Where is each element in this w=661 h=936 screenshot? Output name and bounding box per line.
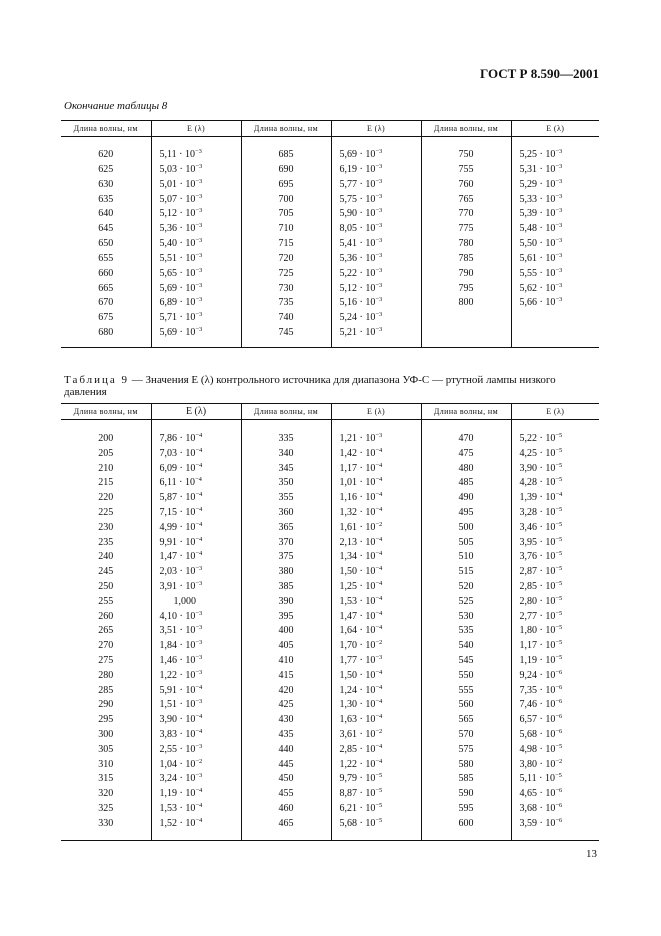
wavelength-value: 480 — [458, 462, 474, 474]
wavelength-value: 540 — [458, 640, 474, 652]
table8-wavelength-column-1 — [61, 137, 151, 347]
wavelength-value: 740 — [278, 312, 294, 324]
irradiance-value: $5,29 \cdot 10^{-3}$ — [519, 177, 563, 190]
irradiance-value: $3,83 \cdot 10^{-4}$ — [159, 727, 203, 740]
irradiance-value: $1,17 \cdot 10^{-4}$ — [339, 461, 383, 474]
wavelength-value: 420 — [278, 684, 294, 696]
irradiance-value: $7,35 \cdot 10^{-6}$ — [519, 683, 563, 696]
wavelength-value: 750 — [458, 149, 474, 160]
irradiance-value: $7,46 \cdot 10^{-6}$ — [519, 698, 563, 711]
wavelength-value: 690 — [278, 163, 294, 175]
irradiance-value: $1,21 \cdot 10^{-3}$ — [339, 432, 383, 444]
wavelength-value: 685 — [278, 149, 294, 160]
irradiance-value: $1,47 \cdot 10^{-4}$ — [159, 550, 203, 563]
irradiance-value: $5,66 \cdot 10^{-3}$ — [519, 296, 563, 309]
wavelength-value: 250 — [98, 580, 114, 592]
irradiance-value: $1,77 \cdot 10^{-3}$ — [339, 653, 383, 666]
wavelength-value: 665 — [98, 282, 114, 294]
wavelength-value: 270 — [98, 640, 114, 652]
wavelength-value: 545 — [458, 654, 474, 666]
irradiance-value: $3,28 \cdot 10^{-5}$ — [519, 505, 563, 518]
wavelength-value: 650 — [98, 238, 114, 250]
irradiance-value: $8,87 \cdot 10^{-5}$ — [339, 787, 383, 800]
wavelength-value: 630 — [98, 178, 114, 190]
irradiance-value: $5,68 \cdot 10^{-5}$ — [339, 816, 383, 829]
wavelength-value: 510 — [458, 551, 474, 563]
irradiance-value: $4,65 \cdot 10^{-6}$ — [519, 787, 563, 800]
irradiance-value: $5,11 \cdot 10^{-5}$ — [519, 772, 562, 785]
wavelength-value: 580 — [458, 758, 474, 770]
irradiance-value: $5,16 \cdot 10^{-3}$ — [339, 296, 383, 309]
wavelength-value: 635 — [98, 193, 114, 205]
wavelength-value: 485 — [458, 477, 474, 489]
table9-header-row — [61, 404, 599, 420]
wavelength-value: 625 — [98, 163, 114, 175]
table9-header-wavelength-3: Длина волны, нм — [421, 404, 511, 420]
wavelength-value: 260 — [98, 610, 114, 622]
irradiance-value: $4,28 \cdot 10^{-5}$ — [519, 476, 563, 489]
irradiance-value: $3,24 \cdot 10^{-3}$ — [159, 772, 203, 785]
irradiance-value: $2,80 \cdot 10^{-5}$ — [519, 594, 563, 607]
wavelength-value: 790 — [458, 267, 474, 279]
irradiance-value: $5,36 \cdot 10^{-3}$ — [339, 251, 383, 264]
table8-irradiance-column-1 — [152, 137, 241, 347]
wavelength-value: 380 — [278, 566, 294, 578]
wavelength-value: 330 — [98, 817, 114, 829]
wavelength-value: 320 — [98, 788, 114, 800]
wavelength-value: 570 — [458, 728, 474, 740]
irradiance-value: $1,16 \cdot 10^{-4}$ — [339, 491, 383, 504]
irradiance-value: $5,12 \cdot 10^{-3}$ — [159, 207, 203, 220]
irradiance-value: $7,03 \cdot 10^{-4}$ — [159, 446, 203, 459]
wavelength-value: 285 — [98, 684, 114, 696]
irradiance-value: $5,65 \cdot 10^{-3}$ — [159, 266, 203, 279]
wavelength-value: 500 — [458, 521, 474, 533]
wavelength-value: 550 — [458, 669, 474, 681]
irradiance-value: $1,19 \cdot 10^{-4}$ — [159, 787, 203, 800]
irradiance-value: $5,77 \cdot 10^{-3}$ — [339, 177, 383, 190]
irradiance-value: $1,30 \cdot 10^{-4}$ — [339, 698, 383, 711]
irradiance-value: $6,09 \cdot 10^{-4}$ — [159, 461, 203, 474]
wavelength-value: 235 — [98, 536, 114, 548]
irradiance-value: 1,000 — [173, 595, 196, 607]
table8-header-row — [61, 121, 599, 137]
wavelength-value: 410 — [278, 654, 294, 666]
table9-header-irradiance-3: E (λ) — [511, 404, 599, 420]
table9-header-irradiance-1: E (λ) — [151, 404, 241, 420]
wavelength-value: 290 — [98, 699, 114, 711]
table9-caption-lead: Таблица 9 — [64, 374, 130, 386]
irradiance-value: $5,55 \cdot 10^{-3}$ — [519, 266, 563, 279]
wavelength-value: 595 — [458, 802, 474, 814]
table9-caption — [64, 374, 600, 398]
irradiance-value: $5,68 \cdot 10^{-6}$ — [519, 727, 563, 740]
irradiance-value: $7,15 \cdot 10^{-4}$ — [159, 505, 203, 518]
table8-header-wavelength-2: Длина волны, нм — [241, 121, 331, 137]
wavelength-value: 385 — [278, 580, 294, 592]
wavelength-value: 680 — [98, 327, 114, 339]
irradiance-value: $5,21 \cdot 10^{-3}$ — [339, 326, 383, 339]
wavelength-value: 530 — [458, 610, 474, 622]
wavelength-value: 600 — [458, 817, 474, 829]
irradiance-value: $6,11 \cdot 10^{-4}$ — [159, 476, 202, 489]
irradiance-value: $5,48 \cdot 10^{-3}$ — [519, 222, 563, 235]
wavelength-value: 360 — [278, 506, 294, 518]
wavelength-value: 520 — [458, 580, 474, 592]
irradiance-value: $6,57 \cdot 10^{-6}$ — [519, 713, 563, 726]
irradiance-value: $5,71 \cdot 10^{-3}$ — [159, 311, 203, 324]
irradiance-value: $3,76 \cdot 10^{-5}$ — [519, 550, 563, 563]
wavelength-value: 325 — [98, 802, 114, 814]
wavelength-value: 725 — [278, 267, 294, 279]
table8-irradiance-column-2 — [332, 137, 421, 347]
irradiance-value: $5,36 \cdot 10^{-3}$ — [159, 222, 203, 235]
irradiance-value: $1,51 \cdot 10^{-3}$ — [159, 698, 203, 711]
irradiance-value: $7,86 \cdot 10^{-4}$ — [159, 432, 203, 444]
wavelength-value: 640 — [98, 208, 114, 220]
wavelength-value: 395 — [278, 610, 294, 622]
irradiance-value: $3,80 \cdot 10^{-2}$ — [519, 757, 563, 770]
wavelength-value: 780 — [458, 238, 474, 250]
wavelength-value: 365 — [278, 521, 294, 533]
irradiance-value: $1,50 \cdot 10^{-4}$ — [339, 668, 383, 681]
irradiance-value: $5,22 \cdot 10^{-3}$ — [339, 266, 383, 279]
wavelength-value: 460 — [278, 802, 294, 814]
irradiance-value: $1,53 \cdot 10^{-4}$ — [339, 594, 383, 607]
table8-header-irradiance-3: E (λ) — [511, 121, 599, 137]
irradiance-value: $3,90 \cdot 10^{-4}$ — [159, 713, 203, 726]
wavelength-value: 495 — [458, 506, 474, 518]
wavelength-value: 775 — [458, 223, 474, 235]
irradiance-value: $3,61 \cdot 10^{-2}$ — [339, 727, 383, 740]
table8-wavelength-column-3 — [422, 137, 511, 317]
wavelength-value: 700 — [278, 193, 294, 205]
irradiance-value: $1,22 \cdot 10^{-4}$ — [339, 757, 383, 770]
wavelength-value: 350 — [278, 477, 294, 489]
table-8 — [61, 120, 599, 348]
wavelength-value: 265 — [98, 625, 114, 637]
wavelength-value: 390 — [278, 595, 294, 607]
irradiance-value: $5,01 \cdot 10^{-3}$ — [159, 177, 203, 190]
irradiance-value: $4,98 \cdot 10^{-5}$ — [519, 742, 563, 755]
irradiance-value: $5,22 \cdot 10^{-5}$ — [519, 432, 563, 444]
table9-header-wavelength-2: Длина волны, нм — [241, 404, 331, 420]
irradiance-value: $2,87 \cdot 10^{-5}$ — [519, 565, 563, 578]
wavelength-value: 755 — [458, 163, 474, 175]
wavelength-value: 205 — [98, 447, 114, 459]
wavelength-value: 720 — [278, 252, 294, 264]
irradiance-value: $2,13 \cdot 10^{-4}$ — [339, 535, 383, 548]
irradiance-value: $1,22 \cdot 10^{-3}$ — [159, 668, 203, 681]
irradiance-value: $5,69 \cdot 10^{-3}$ — [339, 148, 383, 160]
wavelength-value: 400 — [278, 625, 294, 637]
wavelength-value: 730 — [278, 282, 294, 294]
wavelength-value: 795 — [458, 282, 474, 294]
table9-wavelength-column-2 — [242, 420, 331, 840]
wavelength-value: 585 — [458, 773, 474, 785]
wavelength-value: 645 — [98, 223, 114, 235]
irradiance-value: $6,19 \cdot 10^{-3}$ — [339, 162, 383, 175]
wavelength-value: 735 — [278, 297, 294, 309]
wavelength-value: 200 — [98, 433, 114, 444]
wavelength-value: 785 — [458, 252, 474, 264]
wavelength-value: 405 — [278, 640, 294, 652]
wavelength-value: 800 — [458, 297, 474, 309]
irradiance-value: $5,07 \cdot 10^{-3}$ — [159, 192, 203, 205]
wavelength-value: 455 — [278, 788, 294, 800]
wavelength-value: 280 — [98, 669, 114, 681]
irradiance-value: $5,33 \cdot 10^{-3}$ — [519, 192, 563, 205]
wavelength-value: 565 — [458, 714, 474, 726]
irradiance-value: $3,90 \cdot 10^{-5}$ — [519, 461, 563, 474]
irradiance-value: $9,79 \cdot 10^{-5}$ — [339, 772, 383, 785]
irradiance-value: $1,47 \cdot 10^{-4}$ — [339, 609, 383, 622]
wavelength-value: 425 — [278, 699, 294, 711]
wavelength-value: 295 — [98, 714, 114, 726]
table8-irradiance-column-3 — [512, 137, 600, 317]
table8-header-wavelength-1: Длина волны, нм — [61, 121, 151, 137]
irradiance-value: $1,63 \cdot 10^{-4}$ — [339, 713, 383, 726]
irradiance-value: $5,69 \cdot 10^{-3}$ — [159, 326, 203, 339]
wavelength-value: 230 — [98, 521, 114, 533]
wavelength-value: 470 — [458, 433, 474, 444]
irradiance-value: $1,19 \cdot 10^{-5}$ — [519, 653, 563, 666]
wavelength-value: 445 — [278, 758, 294, 770]
wavelength-value: 220 — [98, 492, 114, 504]
wavelength-value: 440 — [278, 743, 294, 755]
irradiance-value: $5,24 \cdot 10^{-3}$ — [339, 311, 383, 324]
irradiance-value: $6,21 \cdot 10^{-5}$ — [339, 801, 383, 814]
wavelength-value: 590 — [458, 788, 474, 800]
wavelength-value: 670 — [98, 297, 114, 309]
irradiance-value: $1,64 \cdot 10^{-4}$ — [339, 624, 383, 637]
irradiance-value: $5,31 \cdot 10^{-3}$ — [519, 162, 563, 175]
wavelength-value: 210 — [98, 462, 114, 474]
irradiance-value: $1,42 \cdot 10^{-4}$ — [339, 446, 383, 459]
wavelength-value: 525 — [458, 595, 474, 607]
irradiance-value: $4,10 \cdot 10^{-3}$ — [159, 609, 203, 622]
wavelength-value: 345 — [278, 462, 294, 474]
irradiance-value: $1,17 \cdot 10^{-5}$ — [519, 639, 563, 652]
table9-irradiance-column-2 — [332, 420, 421, 840]
irradiance-value: $1,24 \cdot 10^{-4}$ — [339, 683, 383, 696]
wavelength-value: 490 — [458, 492, 474, 504]
wavelength-value: 275 — [98, 654, 114, 666]
irradiance-value: $1,61 \cdot 10^{-2}$ — [339, 520, 383, 533]
irradiance-value: $2,85 \cdot 10^{-5}$ — [519, 579, 563, 592]
irradiance-value: $5,25 \cdot 10^{-3}$ — [519, 148, 563, 160]
irradiance-value: $2,77 \cdot 10^{-5}$ — [519, 609, 563, 622]
table9-caption-text: — Значения E (λ) контрольного источника для диапазона УФ-С — ртутной лампы низкого давления — [64, 374, 556, 398]
irradiance-value: $1,84 \cdot 10^{-3}$ — [159, 639, 203, 652]
irradiance-value: $3,68 \cdot 10^{-6}$ — [519, 801, 563, 814]
wavelength-value: 430 — [278, 714, 294, 726]
irradiance-value: $6,89 \cdot 10^{-3}$ — [159, 296, 203, 309]
wavelength-value: 435 — [278, 728, 294, 740]
irradiance-value: $1,34 \cdot 10^{-4}$ — [339, 550, 383, 563]
irradiance-value: $1,01 \cdot 10^{-4}$ — [339, 476, 383, 489]
irradiance-value: $5,41 \cdot 10^{-3}$ — [339, 237, 383, 250]
wavelength-value: 300 — [98, 728, 114, 740]
wavelength-value: 660 — [98, 267, 114, 279]
wavelength-value: 705 — [278, 208, 294, 220]
irradiance-value: $5,51 \cdot 10^{-3}$ — [159, 251, 203, 264]
irradiance-value: $1,46 \cdot 10^{-3}$ — [159, 653, 203, 666]
wavelength-value: 225 — [98, 506, 114, 518]
wavelength-value: 450 — [278, 773, 294, 785]
wavelength-value: 465 — [278, 817, 294, 829]
wavelength-value: 710 — [278, 223, 294, 235]
wavelength-value: 475 — [458, 447, 474, 459]
wavelength-value: 515 — [458, 566, 474, 578]
irradiance-value: $5,61 \cdot 10^{-3}$ — [519, 251, 563, 264]
irradiance-value: $9,91 \cdot 10^{-4}$ — [159, 535, 203, 548]
table9-header-irradiance-2: E (λ) — [331, 404, 421, 420]
table8-header-irradiance-2: E (λ) — [331, 121, 421, 137]
wavelength-value: 695 — [278, 178, 294, 190]
irradiance-value: $1,50 \cdot 10^{-4}$ — [339, 565, 383, 578]
wavelength-value: 765 — [458, 193, 474, 205]
wavelength-value: 245 — [98, 566, 114, 578]
table9-irradiance-column-3 — [512, 420, 600, 840]
wavelength-value: 315 — [98, 773, 114, 785]
irradiance-value: $5,90 \cdot 10^{-3}$ — [339, 207, 383, 220]
wavelength-value: 240 — [98, 551, 114, 563]
page-number: 13 — [586, 848, 597, 860]
table8-header-irradiance-1: E (λ) — [151, 121, 241, 137]
irradiance-value: $2,55 \cdot 10^{-3}$ — [159, 742, 203, 755]
wavelength-value: 675 — [98, 312, 114, 324]
irradiance-value: $5,75 \cdot 10^{-3}$ — [339, 192, 383, 205]
table9-header-wavelength-1: Длина волны, нм — [61, 404, 151, 420]
wavelength-value: 340 — [278, 447, 294, 459]
wavelength-value: 255 — [98, 595, 114, 607]
table8-header-wavelength-3: Длина волны, нм — [421, 121, 511, 137]
irradiance-value: $5,40 \cdot 10^{-3}$ — [159, 237, 203, 250]
irradiance-value: $1,39 \cdot 10^{-4}$ — [519, 491, 563, 504]
document-id: ГОСТ Р 8.590—2001 — [480, 66, 599, 81]
wavelength-value: 560 — [458, 699, 474, 711]
irradiance-value: $5,69 \cdot 10^{-3}$ — [159, 281, 203, 294]
wavelength-value: 415 — [278, 669, 294, 681]
wavelength-value: 655 — [98, 252, 114, 264]
wavelength-value: 620 — [98, 149, 114, 160]
irradiance-value: $5,91 \cdot 10^{-4}$ — [159, 683, 203, 696]
wavelength-value: 355 — [278, 492, 294, 504]
wavelength-value: 310 — [98, 758, 114, 770]
wavelength-value: 535 — [458, 625, 474, 637]
irradiance-value: $5,03 \cdot 10^{-3}$ — [159, 162, 203, 175]
irradiance-value: $4,25 \cdot 10^{-5}$ — [519, 446, 563, 459]
wavelength-value: 215 — [98, 477, 114, 489]
irradiance-value: $2,85 \cdot 10^{-4}$ — [339, 742, 383, 755]
irradiance-value: $4,99 \cdot 10^{-4}$ — [159, 520, 203, 533]
irradiance-value: $5,39 \cdot 10^{-3}$ — [519, 207, 563, 220]
irradiance-value: $3,91 \cdot 10^{-3}$ — [159, 579, 203, 592]
wavelength-value: 715 — [278, 238, 294, 250]
irradiance-value: $1,32 \cdot 10^{-4}$ — [339, 505, 383, 518]
wavelength-value: 555 — [458, 684, 474, 696]
table8-caption: Окончание таблицы 8 — [64, 100, 168, 112]
table8-wavelength-column-2 — [242, 137, 331, 347]
irradiance-value: $5,87 \cdot 10^{-4}$ — [159, 491, 203, 504]
wavelength-value: 305 — [98, 743, 114, 755]
irradiance-value: $3,59 \cdot 10^{-6}$ — [519, 816, 563, 829]
wavelength-value: 760 — [458, 178, 474, 190]
table8-body-row — [61, 137, 599, 348]
irradiance-value: $8,05 \cdot 10^{-3}$ — [339, 222, 383, 235]
table9-wavelength-column-3 — [422, 420, 511, 840]
irradiance-value: $2,03 \cdot 10^{-3}$ — [159, 565, 203, 578]
irradiance-value: $3,46 \cdot 10^{-5}$ — [519, 520, 563, 533]
irradiance-value: $1,52 \cdot 10^{-4}$ — [159, 816, 203, 829]
irradiance-value: $1,80 \cdot 10^{-5}$ — [519, 624, 563, 637]
table-9 — [61, 403, 599, 841]
wavelength-value: 770 — [458, 208, 474, 220]
irradiance-value: $9,24 \cdot 10^{-6}$ — [519, 668, 563, 681]
irradiance-value: $5,12 \cdot 10^{-3}$ — [339, 281, 383, 294]
irradiance-value: $3,95 \cdot 10^{-5}$ — [519, 535, 563, 548]
table9-body-row — [61, 420, 599, 841]
wavelength-value: 505 — [458, 536, 474, 548]
wavelength-value: 370 — [278, 536, 294, 548]
irradiance-value: $5,50 \cdot 10^{-3}$ — [519, 237, 563, 250]
wavelength-value: 335 — [278, 433, 294, 444]
wavelength-value: 745 — [278, 327, 294, 339]
irradiance-value: $1,25 \cdot 10^{-4}$ — [339, 579, 383, 592]
irradiance-value: $1,70 \cdot 10^{-2}$ — [339, 639, 383, 652]
irradiance-value: $3,51 \cdot 10^{-3}$ — [159, 624, 203, 637]
irradiance-value: $5,11 \cdot 10^{-3}$ — [159, 148, 202, 160]
irradiance-value: $1,53 \cdot 10^{-4}$ — [159, 801, 203, 814]
irradiance-value: $1,04 \cdot 10^{-2}$ — [159, 757, 203, 770]
table9-wavelength-column-1 — [61, 420, 151, 840]
wavelength-value: 375 — [278, 551, 294, 563]
table9-irradiance-column-1 — [152, 420, 241, 840]
irradiance-value: $5,62 \cdot 10^{-3}$ — [519, 281, 563, 294]
wavelength-value: 575 — [458, 743, 474, 755]
